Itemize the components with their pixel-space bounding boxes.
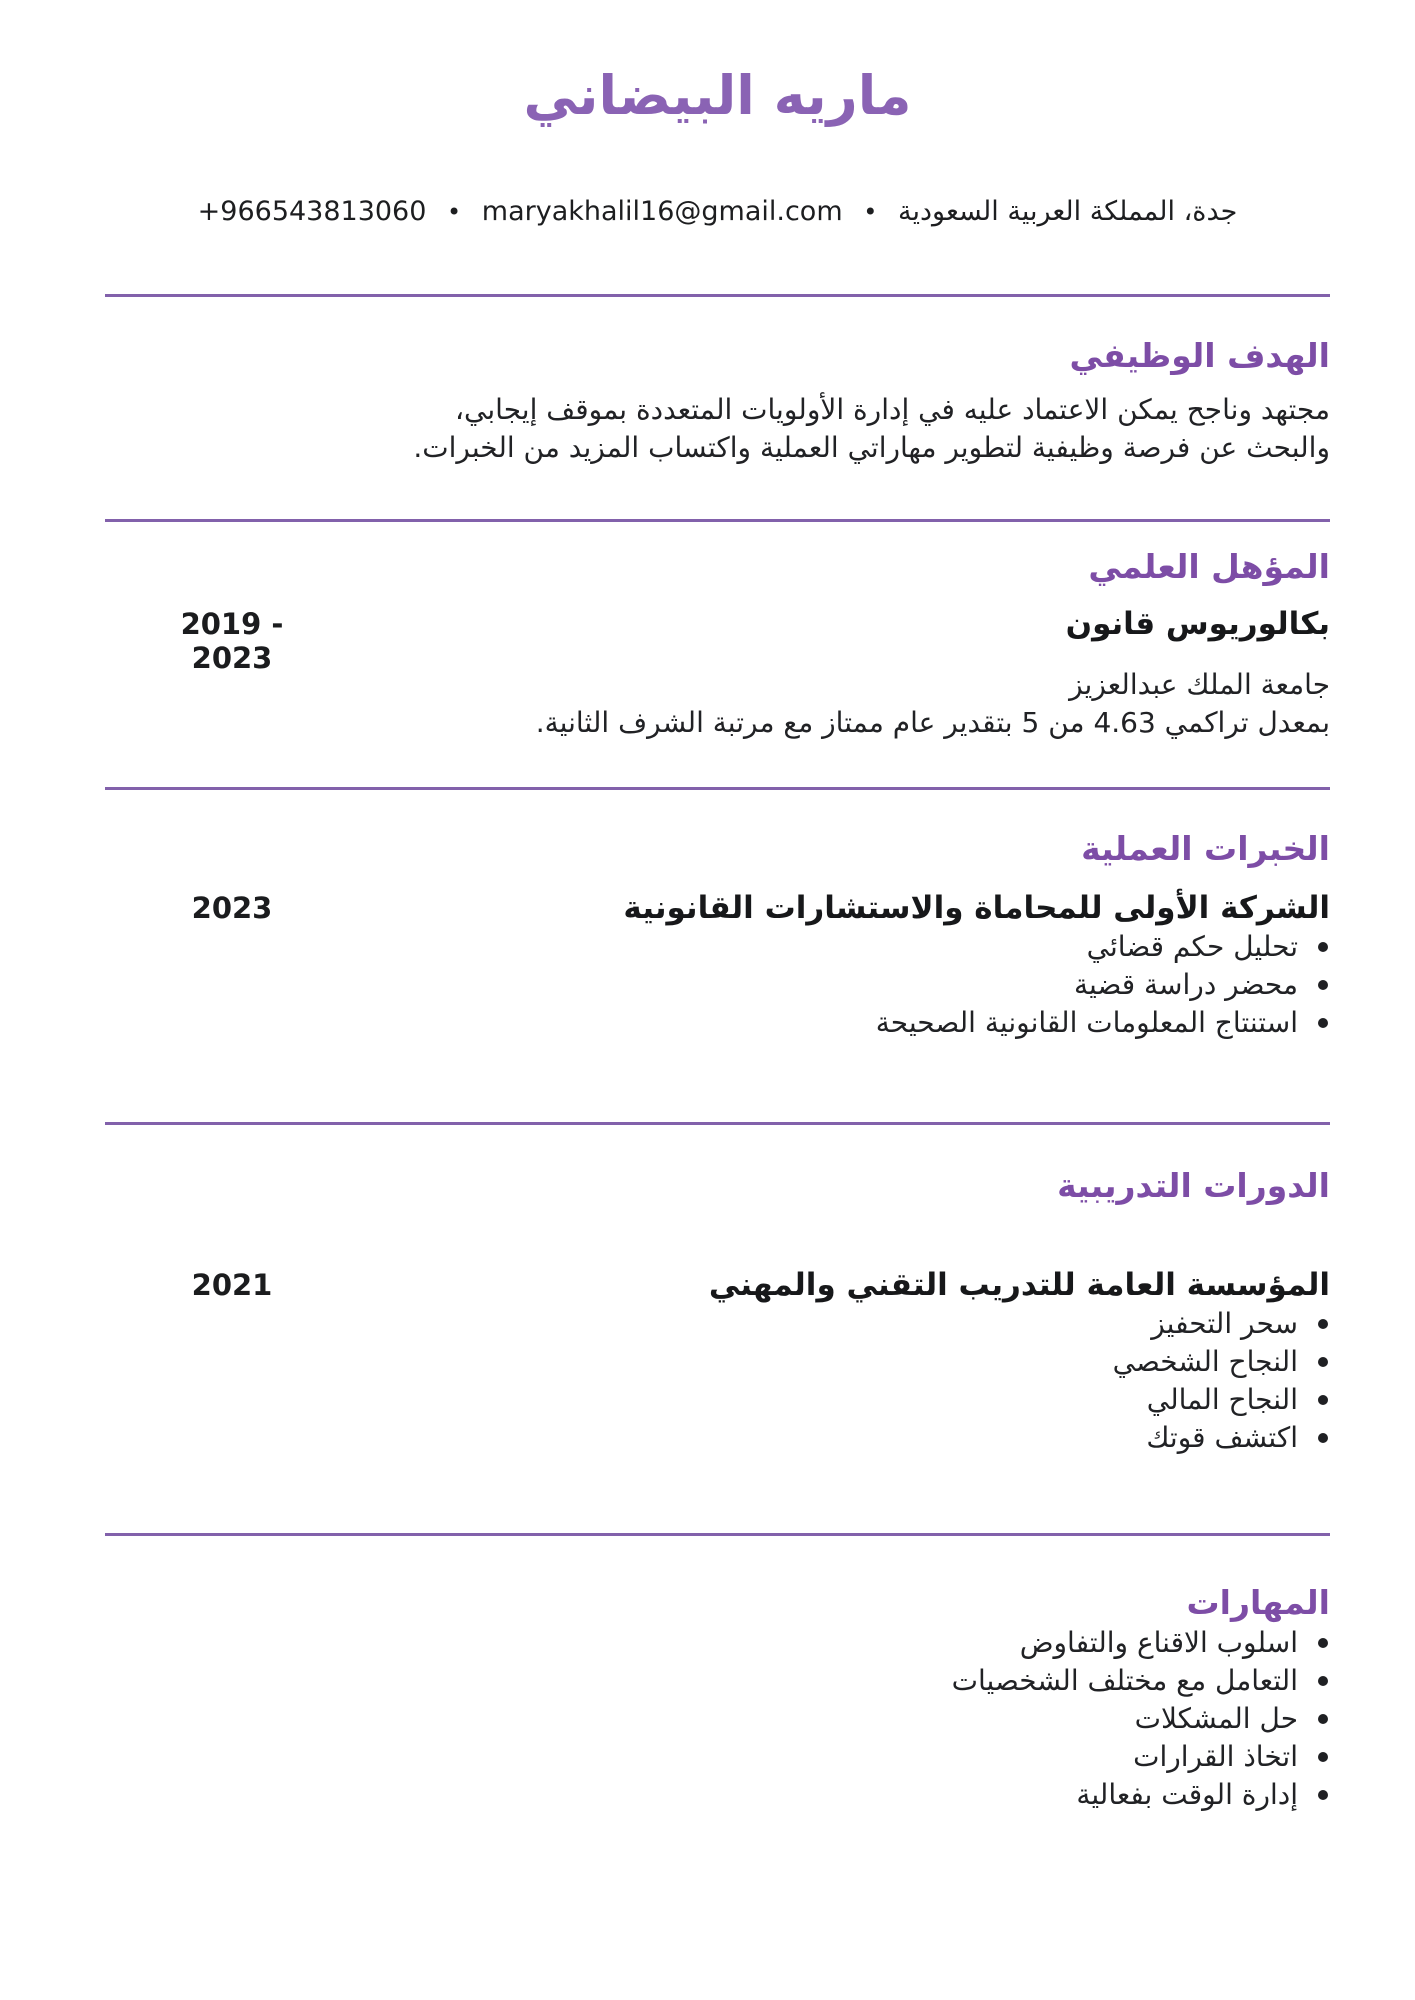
- education-gpa: بمعدل تراكمي 4.63 من 5 بتقدير عام ممتاز مع مرتبة الشرف الثانية.: [535, 705, 1330, 739]
- training-institution: المؤسسة العامة للتدريب التقني والمهني: [708, 1266, 1330, 1303]
- contact-location: جدة، المملكة العربية السعودية: [897, 195, 1238, 227]
- training-date: 2021: [191, 1267, 273, 1302]
- education-university: جامعة الملك عبدالعزيز: [1069, 667, 1330, 701]
- section-experience: [105, 828, 1330, 1042]
- section-divider: [105, 294, 1330, 297]
- education-date: 2019 - 2023: [180, 606, 284, 675]
- objective-text: [105, 391, 1330, 467]
- bullet-item: اكتشف قوتك: [105, 1419, 1330, 1457]
- bullet-item: حل المشكلات: [105, 1700, 1330, 1738]
- contact-email: maryakhalil16@gmail.com: [481, 195, 843, 227]
- bullet-item: اسلوب الاقناع والتفاوض: [105, 1624, 1330, 1662]
- objective-line: والبحث عن فرصة وظيفية لتطوير مهاراتي العملية واكتساب المزيد من الخبرات.: [413, 430, 1330, 464]
- bullet-item: استنتاج المعلومات القانونية الصحيحة: [105, 1004, 1330, 1042]
- experience-company: الشركة الأولى للمحاماة والاستشارات القانونية: [623, 889, 1330, 926]
- objective-line: مجتهد وناجح يمكن الاعتماد عليه في إدارة الأولويات المتعددة بموقف إيجابي،: [455, 392, 1330, 426]
- section-title-training: الدورات التدريبية: [1057, 1165, 1330, 1205]
- contact-line: [105, 194, 1330, 230]
- page-title: ماريه البيضاني: [523, 64, 912, 127]
- section-divider: [105, 787, 1330, 790]
- bullet-item: النجاح المالي: [105, 1381, 1330, 1419]
- training-entry-row: [105, 1265, 1330, 1305]
- section-title-education: المؤهل العلمي: [1088, 546, 1330, 586]
- section-divider: [105, 519, 1330, 522]
- experience-date: 2023: [191, 890, 273, 925]
- contact-separator: •: [447, 197, 462, 226]
- bullet-item: النجاح الشخصي: [105, 1343, 1330, 1381]
- education-degree: بكالوريوس قانون: [1065, 605, 1330, 642]
- section-title-skills: المهارات: [1186, 1582, 1330, 1622]
- bullet-item: محضر دراسة قضية: [105, 966, 1330, 1004]
- section-education: [105, 546, 1330, 742]
- contact-separator: •: [863, 197, 878, 226]
- bullet-item: اتخاذ القرارات: [105, 1738, 1330, 1776]
- bullet-item: التعامل مع مختلف الشخصيات: [105, 1662, 1330, 1700]
- contact-phone: +966543813060: [197, 195, 427, 227]
- bullet-item: سحر التحفيز: [105, 1305, 1330, 1343]
- bullet-item: إدارة الوقت بفعالية: [105, 1776, 1330, 1814]
- section-skills: [105, 1582, 1330, 1814]
- section-title-experience: الخبرات العملية: [1081, 828, 1330, 868]
- section-objective: [105, 335, 1330, 467]
- education-details: [105, 666, 1330, 742]
- experience-entry-row: [105, 888, 1330, 928]
- section-title-objective: الهدف الوظيفي: [1069, 335, 1330, 375]
- skills-bullet-list: [105, 1624, 1330, 1814]
- experience-bullet-list: [105, 928, 1330, 1042]
- education-entry-row: [105, 604, 1330, 675]
- section-divider: [105, 1122, 1330, 1125]
- section-divider: [105, 1533, 1330, 1536]
- bullet-item: تحليل حكم قضائي: [105, 928, 1330, 966]
- section-training: [105, 1165, 1330, 1457]
- training-bullet-list: [105, 1305, 1330, 1457]
